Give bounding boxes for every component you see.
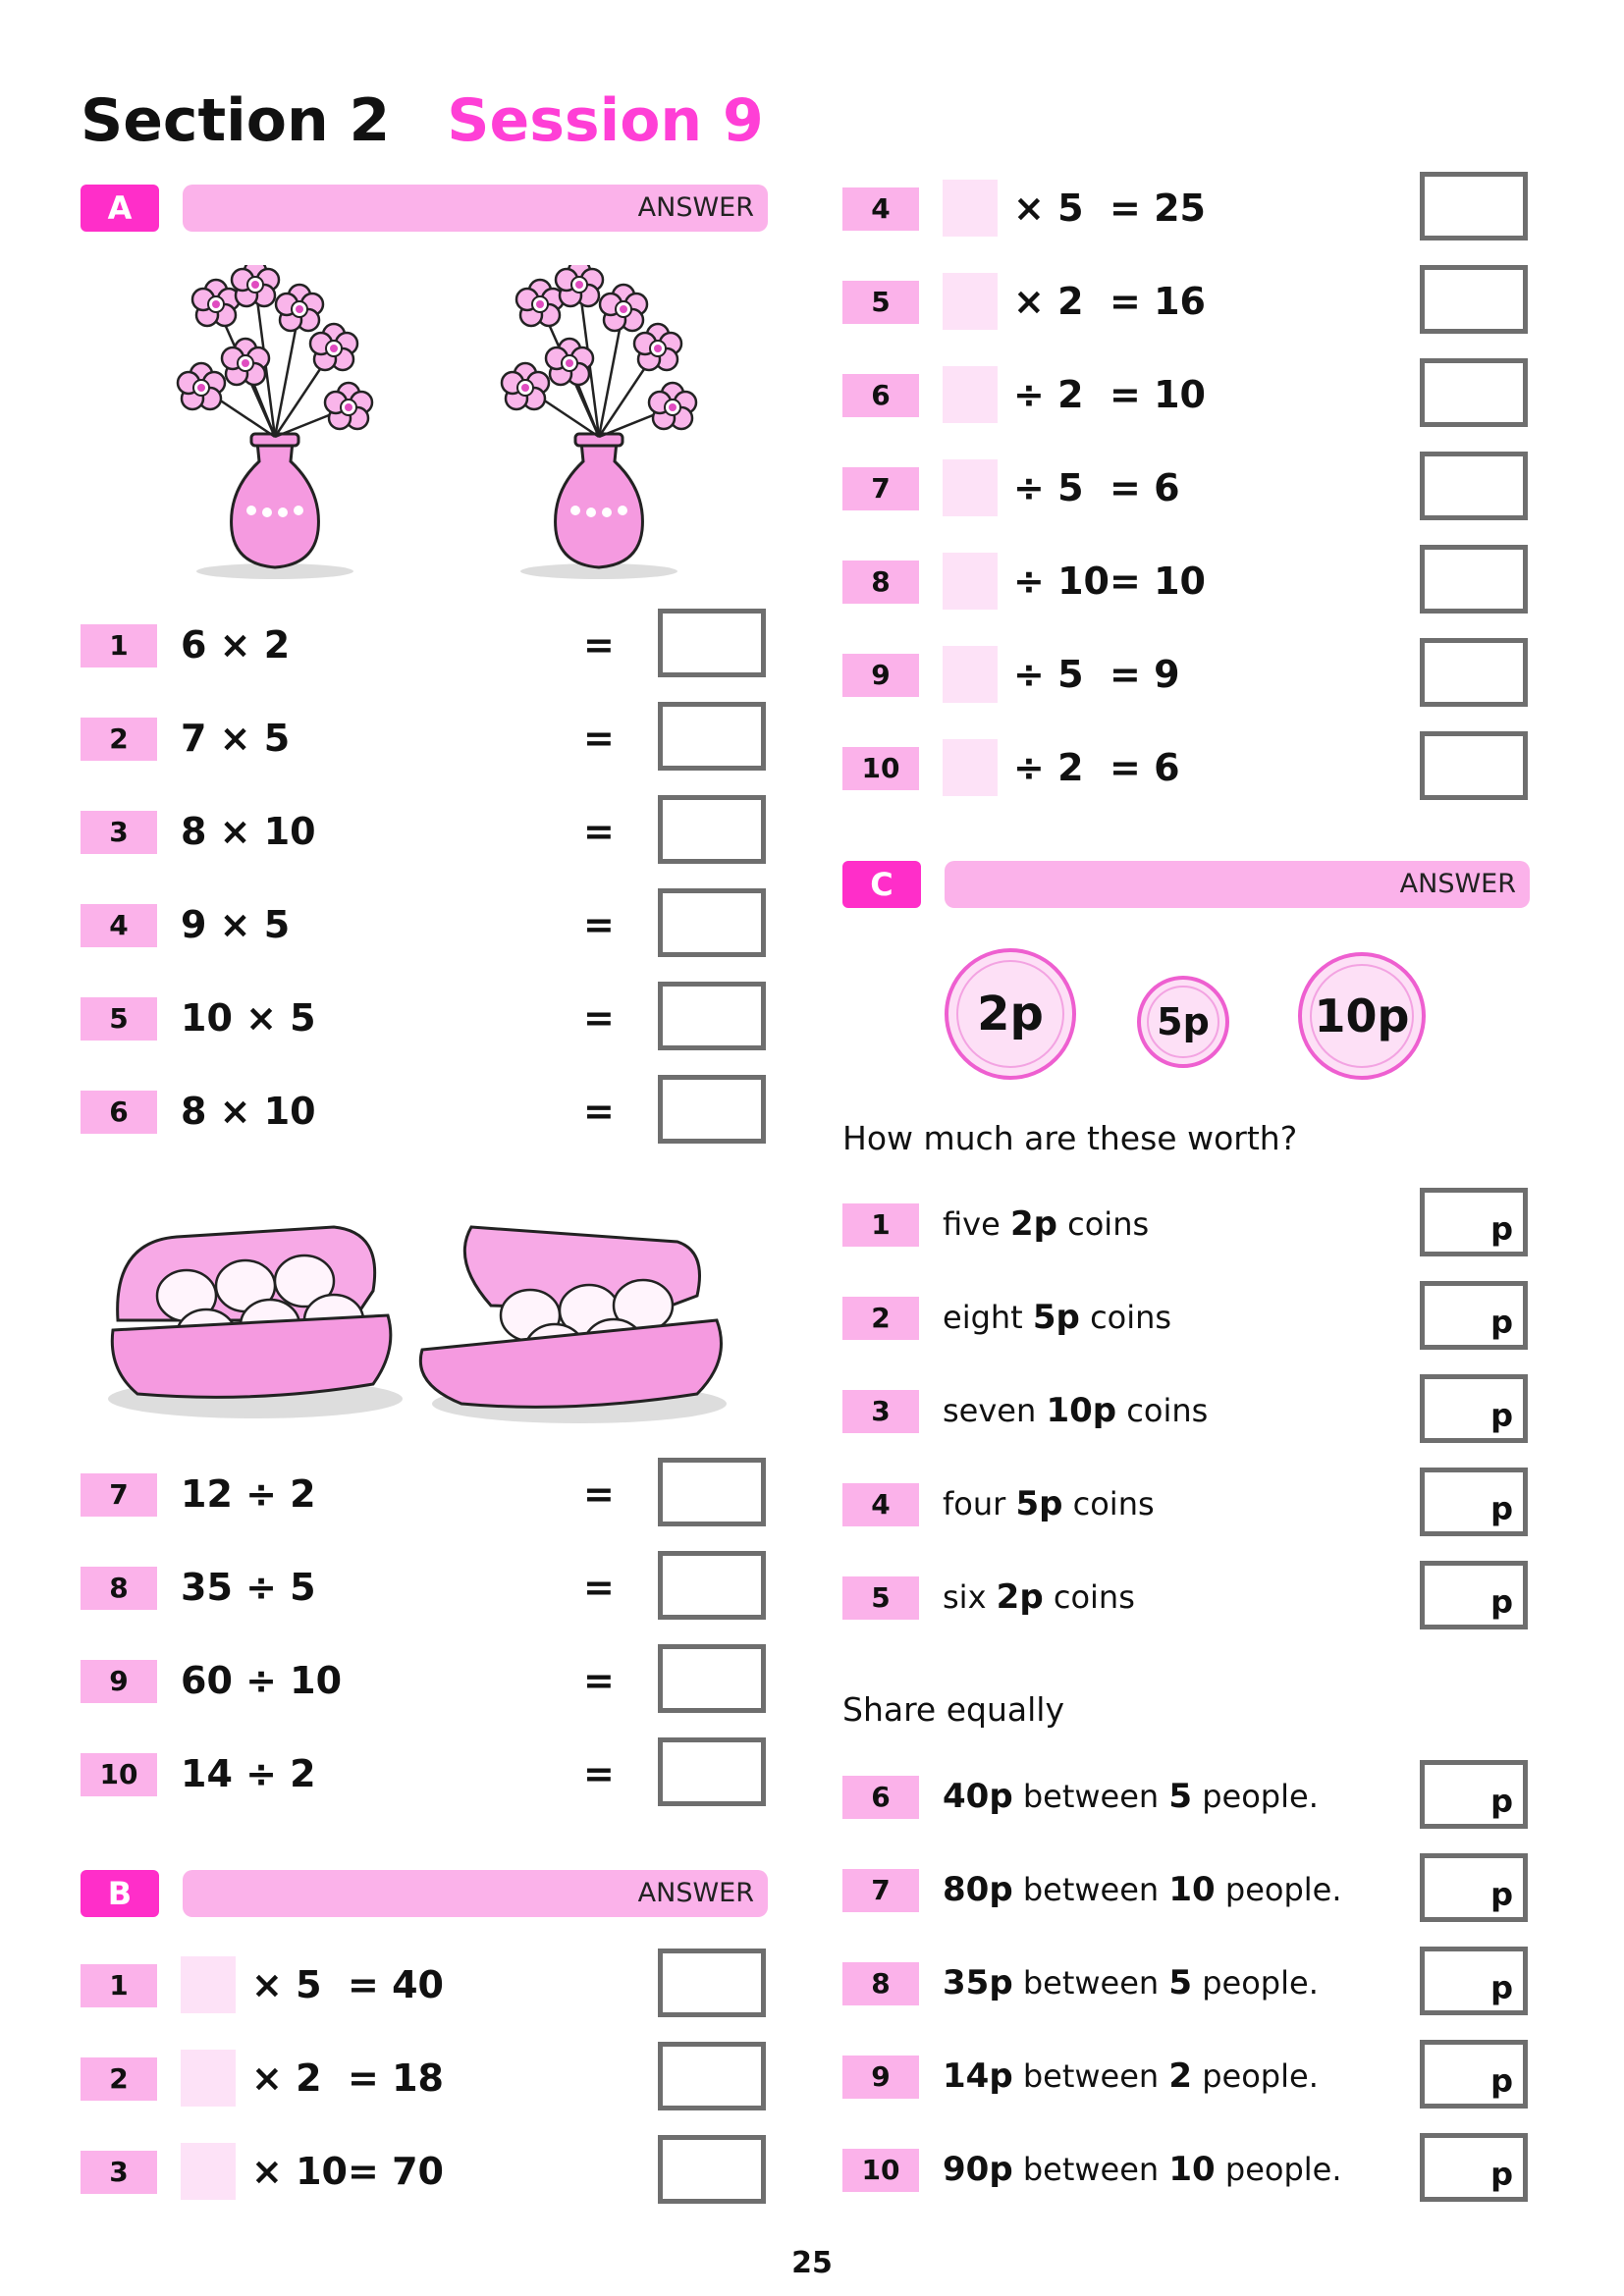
answer-box[interactable] [658, 2135, 766, 2204]
answer-box[interactable] [1420, 731, 1528, 800]
question-text: 40p between 5 people. [943, 1777, 1319, 1816]
answer-box[interactable] [1420, 1561, 1528, 1629]
answer-box[interactable] [1420, 2040, 1528, 2109]
question-text: 8 × 10 [181, 810, 316, 853]
answer-box[interactable] [658, 702, 766, 771]
missing-number-box[interactable] [943, 459, 998, 516]
pence-unit: p [1490, 1583, 1513, 1621]
question-b-3 [81, 2135, 768, 2208]
section-b-header [81, 1870, 768, 1917]
missing-number-box[interactable] [943, 553, 998, 610]
operation: × 2 [251, 2056, 322, 2100]
answer-box[interactable] [1420, 1947, 1528, 2015]
question-b-8 [842, 545, 1530, 617]
result: = 10 [1110, 560, 1206, 603]
question-text: 14p between 2 people. [943, 2056, 1319, 2096]
question-c-3 [842, 1374, 1530, 1447]
section-title: Section 2 [81, 86, 391, 155]
question-text: 7 × 5 [181, 717, 291, 760]
question-a-6 [81, 1075, 768, 1148]
answer-box[interactable] [658, 2042, 766, 2110]
answer-box[interactable] [1420, 265, 1528, 334]
question-number: 3 [81, 811, 157, 854]
question-b-9 [842, 638, 1530, 711]
section-letter: B [81, 1870, 159, 1917]
pence-unit: p [1490, 2062, 1513, 2100]
question-number: 1 [81, 624, 157, 667]
answer-box[interactable] [1420, 1468, 1528, 1536]
question-number: 2 [81, 718, 157, 761]
answer-box[interactable] [658, 1551, 766, 1620]
missing-number-box[interactable] [943, 739, 998, 796]
answer-box[interactable] [1420, 172, 1528, 240]
section-c-header [842, 861, 1530, 908]
question-number: 2 [81, 2057, 157, 2101]
result: = 6 [1110, 746, 1180, 789]
question-c-8 [842, 1947, 1530, 2019]
question-a-7 [81, 1458, 768, 1530]
pence-unit: p [1490, 1876, 1513, 1913]
question-number: 8 [842, 1962, 919, 2005]
section-a-header [81, 185, 768, 232]
session-title: Session 9 [447, 86, 764, 155]
operation: × 10 [251, 2150, 348, 2193]
missing-number-box[interactable] [943, 273, 998, 330]
answer-box[interactable] [1420, 545, 1528, 614]
question-c-6 [842, 1760, 1530, 1833]
pence-unit: p [1490, 1783, 1513, 1820]
question-number: 10 [842, 2149, 919, 2192]
operation: ÷ 2 [1013, 746, 1084, 789]
question-text: four 5p coins [943, 1484, 1155, 1523]
answer-box[interactable] [658, 1458, 766, 1526]
pence-unit: p [1490, 1397, 1513, 1434]
operation: × 5 [251, 1963, 322, 2006]
answer-box[interactable] [658, 1644, 766, 1713]
question-a-3 [81, 795, 768, 868]
question-number: 8 [842, 561, 919, 604]
operation: × 5 [1013, 187, 1084, 230]
question-number: 9 [81, 1660, 157, 1703]
question-b-2 [81, 2042, 768, 2114]
answer-box[interactable] [658, 888, 766, 957]
question-number: 6 [81, 1091, 157, 1134]
question-text: five 2p coins [943, 1204, 1150, 1244]
question-number: 2 [842, 1297, 919, 1340]
question-number: 5 [81, 997, 157, 1041]
section-letter: A [81, 185, 159, 232]
answer-bar: ANSWER [183, 1870, 768, 1917]
question-a-8 [81, 1551, 768, 1624]
equals-sign: = [583, 623, 615, 667]
question-a-1 [81, 609, 768, 681]
question-text: 10 × 5 [181, 996, 316, 1040]
question-number: 5 [842, 1576, 919, 1620]
pence-unit: p [1490, 1969, 1513, 2006]
question-text: 14 ÷ 2 [181, 1752, 316, 1795]
equals-sign: = [583, 1472, 615, 1516]
answer-box[interactable] [1420, 1188, 1528, 1256]
equals-sign: = [583, 1090, 615, 1133]
answer-box[interactable] [1420, 2133, 1528, 2202]
missing-number-box[interactable] [181, 2143, 236, 2200]
operation: × 2 [1013, 280, 1084, 323]
answer-box[interactable] [1420, 1374, 1528, 1443]
flower-vases-illustration [118, 265, 727, 579]
page-number: 25 [791, 2246, 833, 2280]
answer-box[interactable] [1420, 452, 1528, 520]
answer-bar: ANSWER [183, 185, 768, 232]
missing-number-box[interactable] [943, 366, 998, 423]
question-a-10 [81, 1737, 768, 1810]
result: = 6 [1110, 466, 1180, 509]
missing-number-box[interactable] [943, 180, 998, 237]
answer-box[interactable] [658, 1075, 766, 1144]
question-number: 8 [81, 1567, 157, 1610]
answer-box[interactable] [1420, 358, 1528, 427]
question-number: 6 [842, 374, 919, 417]
coin-10p: 10p [1298, 952, 1426, 1080]
question-text: eight 5p coins [943, 1298, 1172, 1337]
result: = 9 [1110, 653, 1180, 696]
question-text: 12 ÷ 2 [181, 1472, 316, 1516]
question-number: 7 [842, 1869, 919, 1912]
question-number: 4 [842, 187, 919, 231]
question-number: 9 [842, 2056, 919, 2099]
coin-2p: 2p [945, 948, 1076, 1080]
question-c-10 [842, 2133, 1530, 2206]
missing-number-box[interactable] [181, 1956, 236, 2013]
operation: ÷ 5 [1013, 466, 1084, 509]
operation: ÷ 2 [1013, 373, 1084, 416]
question-a-9 [81, 1644, 768, 1717]
result: = 16 [1110, 280, 1206, 323]
answer-box[interactable] [1420, 638, 1528, 707]
question-number: 1 [842, 1203, 919, 1247]
question-b-6 [842, 358, 1530, 431]
answer-box[interactable] [1420, 1853, 1528, 1922]
question-text: six 2p coins [943, 1577, 1135, 1617]
question-number: 9 [842, 654, 919, 697]
missing-number-box[interactable] [943, 646, 998, 703]
question-number: 7 [842, 467, 919, 510]
result: = 40 [348, 1963, 444, 2006]
answer-box[interactable] [658, 982, 766, 1050]
question-text: 9 × 5 [181, 903, 291, 946]
equals-sign: = [583, 717, 615, 760]
question-b-5 [842, 265, 1530, 338]
answer-box[interactable] [658, 795, 766, 864]
question-c-5 [842, 1561, 1530, 1633]
question-text: 35 ÷ 5 [181, 1566, 316, 1609]
page-title [81, 86, 764, 155]
answer-box[interactable] [658, 1949, 766, 2017]
result: = 10 [1110, 373, 1206, 416]
share-prompt: Share equally [842, 1690, 1064, 1729]
equals-sign: = [583, 810, 615, 853]
pence-unit: p [1490, 1210, 1513, 1248]
answer-box[interactable] [658, 609, 766, 677]
question-number: 7 [81, 1473, 157, 1517]
question-b-4 [842, 172, 1530, 244]
egg-boxes-illustration [98, 1202, 727, 1428]
equals-sign: = [583, 903, 615, 946]
equals-sign: = [583, 996, 615, 1040]
question-c-9 [842, 2040, 1530, 2112]
pence-unit: p [1490, 1304, 1513, 1341]
result: = 18 [348, 2056, 444, 2100]
question-number: 10 [81, 1753, 157, 1796]
question-number: 1 [81, 1964, 157, 2007]
equals-sign: = [583, 1566, 615, 1609]
answer-box[interactable] [658, 1737, 766, 1806]
answer-box[interactable] [1420, 1281, 1528, 1350]
question-number: 3 [81, 2151, 157, 2194]
operation: ÷ 10 [1013, 560, 1110, 603]
missing-number-box[interactable] [181, 2050, 236, 2107]
question-c-2 [842, 1281, 1530, 1354]
question-a-5 [81, 982, 768, 1054]
worth-prompt: How much are these worth? [842, 1119, 1298, 1157]
question-c-7 [842, 1853, 1530, 1926]
equals-sign: = [583, 1752, 615, 1795]
question-a-4 [81, 888, 768, 961]
answer-bar: ANSWER [945, 861, 1530, 908]
pence-unit: p [1490, 1490, 1513, 1527]
question-number: 6 [842, 1776, 919, 1819]
question-number: 10 [842, 747, 919, 790]
section-letter: C [842, 861, 921, 908]
question-number: 4 [842, 1483, 919, 1526]
answer-box[interactable] [1420, 1760, 1528, 1829]
equals-sign: = [583, 1659, 615, 1702]
coin-5p: 5p [1137, 976, 1229, 1068]
question-text: 60 ÷ 10 [181, 1659, 343, 1702]
question-number: 5 [842, 281, 919, 324]
question-b-10 [842, 731, 1530, 804]
question-number: 4 [81, 904, 157, 947]
question-c-1 [842, 1188, 1530, 1260]
operation: ÷ 5 [1013, 653, 1084, 696]
question-text: 90p between 10 people. [943, 2150, 1342, 2189]
question-b-1 [81, 1949, 768, 2021]
question-number: 3 [842, 1390, 919, 1433]
result: = 25 [1110, 187, 1206, 230]
question-text: 6 × 2 [181, 623, 291, 667]
question-a-2 [81, 702, 768, 774]
pence-unit: p [1490, 2156, 1513, 2193]
question-text: 35p between 5 people. [943, 1963, 1319, 2002]
question-c-4 [842, 1468, 1530, 1540]
question-text: 8 × 10 [181, 1090, 316, 1133]
result: = 70 [348, 2150, 444, 2193]
question-text: 80p between 10 people. [943, 1870, 1342, 1909]
question-text: seven 10p coins [943, 1391, 1209, 1430]
question-b-7 [842, 452, 1530, 524]
